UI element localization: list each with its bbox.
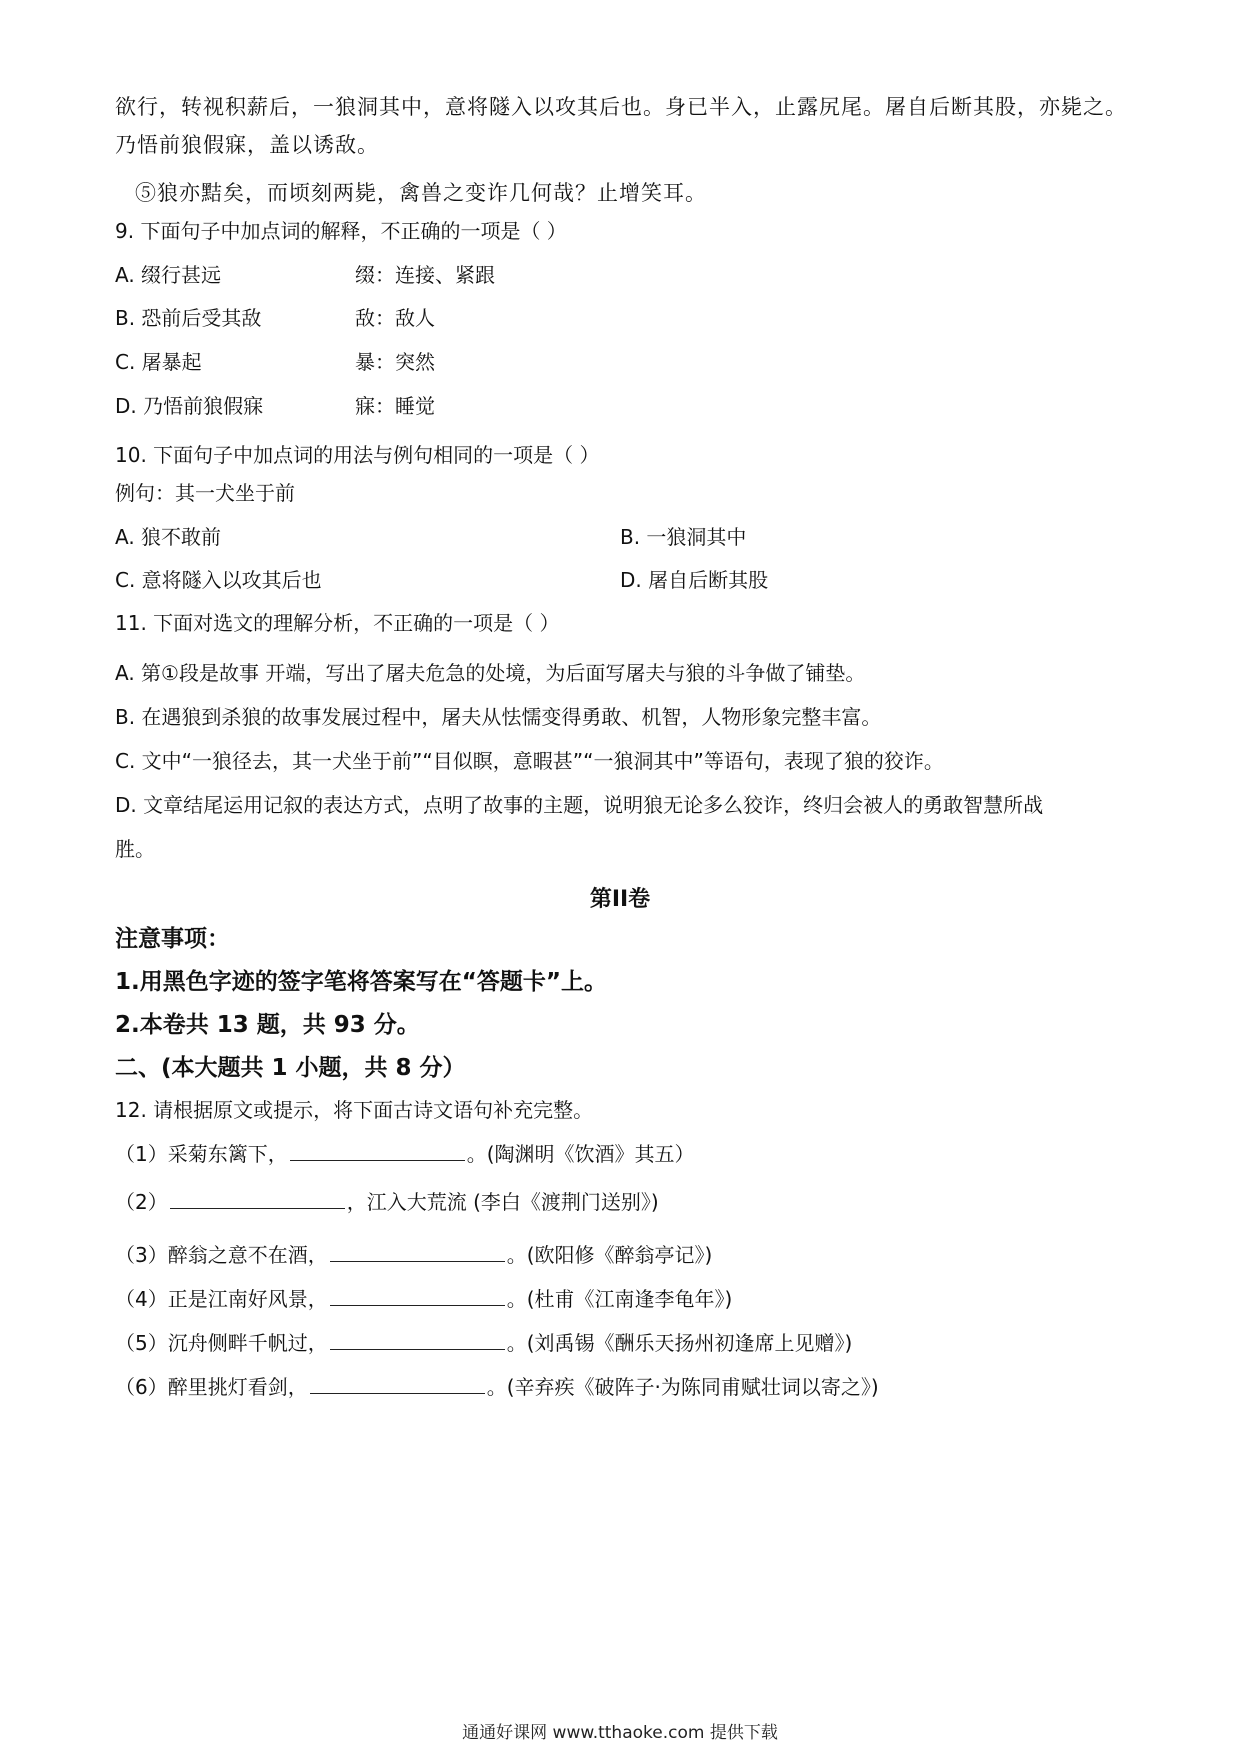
section-title: 第II卷 [589, 887, 651, 912]
passage-line-3: ⑤狼亦黠矣，而顷刻两毙，禽兽之变诈几何哉？止增笑耳。 [135, 181, 707, 205]
question-12-item-4: （4）正是江南好风景， 。(杜甫《江南逢李龟年》) [115, 1287, 733, 1311]
question-11-stem: 11. 下面对选文的理解分析，不正确的一项是（ ） [115, 611, 560, 635]
notice-item-2: 2.本卷共 13 题，共 93 分。 [115, 1012, 420, 1038]
question-9-option-c: C. 屠暴起 暴：突然 [115, 350, 435, 374]
question-12-item-2: （2） ，江入大荒流 (李白《渡荆门送别》) [115, 1190, 659, 1214]
question-11-option-c: C. 文中“一狼径去，其一犬坐于前”“目似瞑，意暇甚”“一狼洞其中”等语句，表现了狼的狡诈。 [115, 749, 944, 773]
question-11-option-b: B. 在遇狼到杀狼的故事发展过程中，屠夫从怯懦变得勇敢、机智，人物形象完整丰富。 [115, 705, 882, 729]
answer-blank[interactable] [330, 1285, 505, 1306]
question-9-option-a: A. 缀行甚远 缀：连接、紧跟 [115, 263, 495, 287]
question-9-stem: 9. 下面句子中加点词的解释，不正确的一项是（ ） [115, 219, 567, 243]
answer-blank[interactable] [290, 1140, 465, 1161]
answer-blank[interactable] [330, 1329, 505, 1350]
question-9-option-d: D. 乃悟前狼假寐 寐：睡觉 [115, 394, 435, 418]
answer-blank[interactable] [310, 1373, 485, 1394]
passage-line-2: 乃悟前狼假寐，盖以诱敌。 [115, 133, 379, 157]
answer-blank[interactable] [330, 1241, 505, 1262]
question-9-option-b: B. 恐前后受其敌 敌：敌人 [115, 306, 435, 330]
question-10-options-row-2: C. 意将隧入以攻其后也 D. 屠自后断其股 [115, 568, 769, 592]
question-12-stem: 12. 请根据原文或提示，将下面古诗文语句补充完整。 [115, 1098, 594, 1122]
question-11-option-d-cont: 胜。 [115, 837, 155, 861]
answer-blank[interactable] [170, 1188, 345, 1209]
question-12-item-5: （5）沉舟侧畔千帆过， 。(刘禹锡《酬乐天扬州初逢席上见赠》) [115, 1331, 853, 1355]
question-12-item-1: （1）采菊东篱下， 。(陶渊明《饮酒》其五） [115, 1142, 695, 1166]
question-11-option-a: A. 第①段是故事 开端，写出了屠夫危急的处境，为后面写屠夫与狼的斗争做了铺垫。 [115, 661, 866, 685]
question-10-options-row-1: A. 狼不敢前 B. 一狼洞其中 [115, 525, 747, 549]
part-heading: 二、(本大题共 1 小题，共 8 分） [115, 1055, 466, 1081]
question-12-item-3: （3）醉翁之意不在酒， 。(欧阳修《醉翁亭记》) [115, 1243, 713, 1267]
notice-item-1: 1.用黑色字迹的签字笔将答案写在“答题卡”上。 [115, 969, 607, 995]
question-10-stem: 10. 下面句子中加点词的用法与例句相同的一项是（ ） [115, 443, 600, 467]
question-10-example: 例句：其一犬坐于前 [115, 481, 295, 505]
notice-heading: 注意事项： [115, 926, 230, 952]
question-12-item-6: （6）醉里挑灯看剑， 。(辛弃疾《破阵子·为陈同甫赋壮词以寄之》) [115, 1375, 879, 1399]
passage-line-1: 欲行，转视积薪后，一狼洞其中，意将隧入以攻其后也。身已半入，止露尻尾。屠自后断其股，亦毙之。 [115, 95, 1127, 119]
page-footer: 通通好课网 www.tthaoke.com 提供下载 [462, 1723, 778, 1743]
question-11-option-d: D. 文章结尾运用记叙的表达方式，点明了故事的主题，说明狼无论多么狡诈，终归会被人的勇敢智慧所战 [115, 793, 1044, 817]
